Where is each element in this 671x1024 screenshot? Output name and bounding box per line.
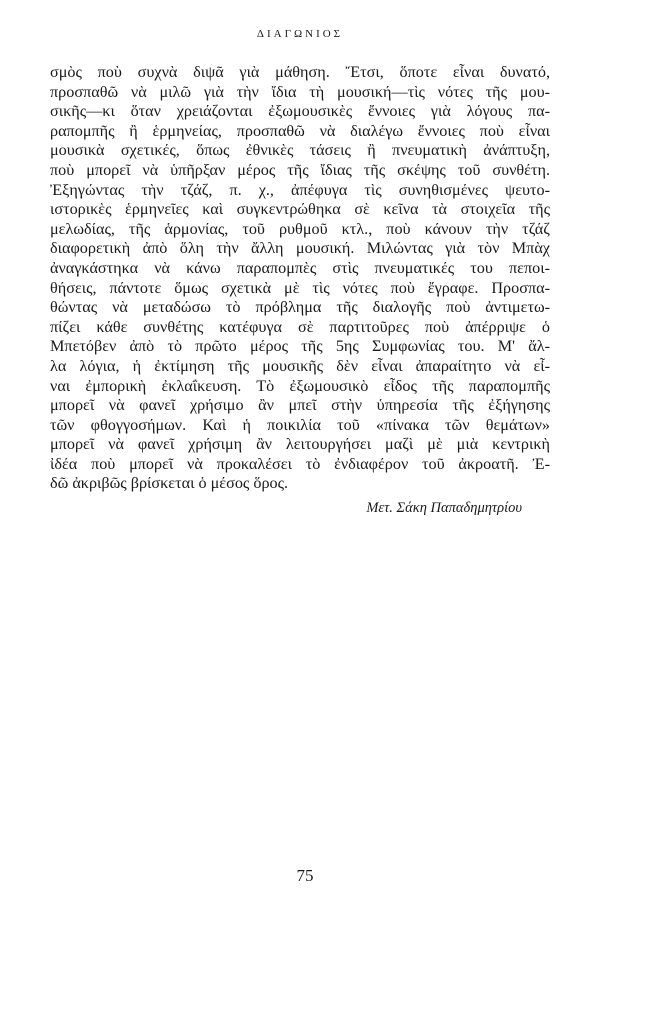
page-number: 75 (296, 866, 314, 885)
text-line: δῶ ἀκριβῶς βρίσκεται ὁ μέσος ὅρος. (50, 474, 289, 493)
text-line: ἰδέα ποὺ μπορεῖ νὰ προκαλέσει τὸ ἐνδιαφέρον τοῦ ἀκροατῆ. Ἐ- (50, 454, 550, 473)
text-line: μπορεῖ νὰ φανεῖ χρήσιμη ἂν λειτουργήσει μαζὶ μὲ μιὰ κεντρικὴ (50, 435, 550, 454)
text-line: πίζει κάθε συνθέτης κατέφυγα σὲ παρτιτοῦρες ποὺ ἀπέρριψε ὁ (50, 317, 550, 336)
text-line: μουσικὰ σχετικές, ὅπως ἐθνικὲς τάσεις ἢ πνευματικὴ ἀνάπτυξη, (50, 141, 550, 160)
text-line: ραπομπῆς ἢ ἑρμηνείας, προσπαθῶ νὰ διαλέγω ἔννοιες ποὺ εἶναι (50, 121, 550, 140)
text-line: ιστορικὲς ἑρμηνεῖες καὶ συγκεντρώθηκα σὲ κεῖνα τὰ στοιχεῖα τῆς (50, 200, 550, 219)
text-line: θήσεις, πάντοτε ὅμως σχετικὰ μὲ τὶς νότες ποὺ ἔγραφε. Προσπα- (50, 278, 550, 297)
text-line: σικῆς—κι ὅταν χρειάζονται ἐξωμουσικὲς ἔννοιες γιὰ λόγους πα- (50, 102, 550, 121)
text-line: τῶν φθογγοσήμων. Καὶ ἡ ποικιλία τοῦ «πίνακα τῶν θεμάτων» (50, 415, 550, 434)
running-head: ΔΙΑΓΩΝΙΟΣ (256, 28, 344, 40)
text-line: Ἐξηγώντας τὴν τζάζ, π. χ., ἀπέφυγα τὶς συνηθισμένες ψευτο- (50, 180, 550, 199)
text-line: μπορεῖ νὰ φανεῖ χρήσιμο ἂν μπεῖ στὴν ὑπηρεσία τῆς ἐξήγησης (50, 396, 550, 415)
text-line: θώντας νὰ μεταδώσω τὸ πρόβλημα τῆς διαλογῆς ποὺ ἀντιμετω- (50, 298, 550, 317)
translator-credit: Μετ. Σάκη Παπαδημητρίου (366, 500, 522, 516)
text-line: ποὺ μπορεῖ νὰ ὑπῆρξαν μέρος τῆς ἴδιας τῆς σκέψης τοῦ συνθέτη. (50, 160, 550, 179)
text-line: Μπετόβεν ἀπὸ τὸ πρῶτο μέρος τῆς 5ης Συμφωνίας του. Μ' ἄλ- (50, 337, 550, 356)
body-paragraph (50, 63, 550, 494)
text-line: προσπαθῶ νὰ μιλῶ γιὰ τὴν ἴδια τὴ μουσική—τὶς νότες τῆς μου- (50, 82, 550, 101)
text-line: λα λόγια, ἡ ἐκτίμηση τῆς μουσικῆς δὲν εἶναι ἀπαραίτητο νὰ εἶ- (50, 356, 550, 375)
text-line: σμὸς ποὺ συχνὰ διψᾶ γιὰ μάθηση. Ἔτσι, ὅποτε εἶναι δυνατό, (50, 63, 550, 81)
text-line: μελωδίας, τῆς ἁρμονίας, τοῦ ρυθμοῦ κτλ., ποὺ κάνουν τὴν τζάζ (50, 219, 550, 238)
text-line: ἀναγκάστηκα νὰ κάνω παραπομπὲς στὶς πνευματικές του πεποι- (50, 258, 550, 277)
text-line: ναι ἐμπορικὴ ἐκλαΐκευση. Τὸ ἐξωμουσικὸ εἶδος τῆς παραπομπῆς (50, 376, 550, 395)
text-line: διαφορετικὴ ἀπὸ ὅλη τὴν ἄλλη μουσική. Μιλώντας γιὰ τὸν Μπὰχ (50, 239, 550, 258)
